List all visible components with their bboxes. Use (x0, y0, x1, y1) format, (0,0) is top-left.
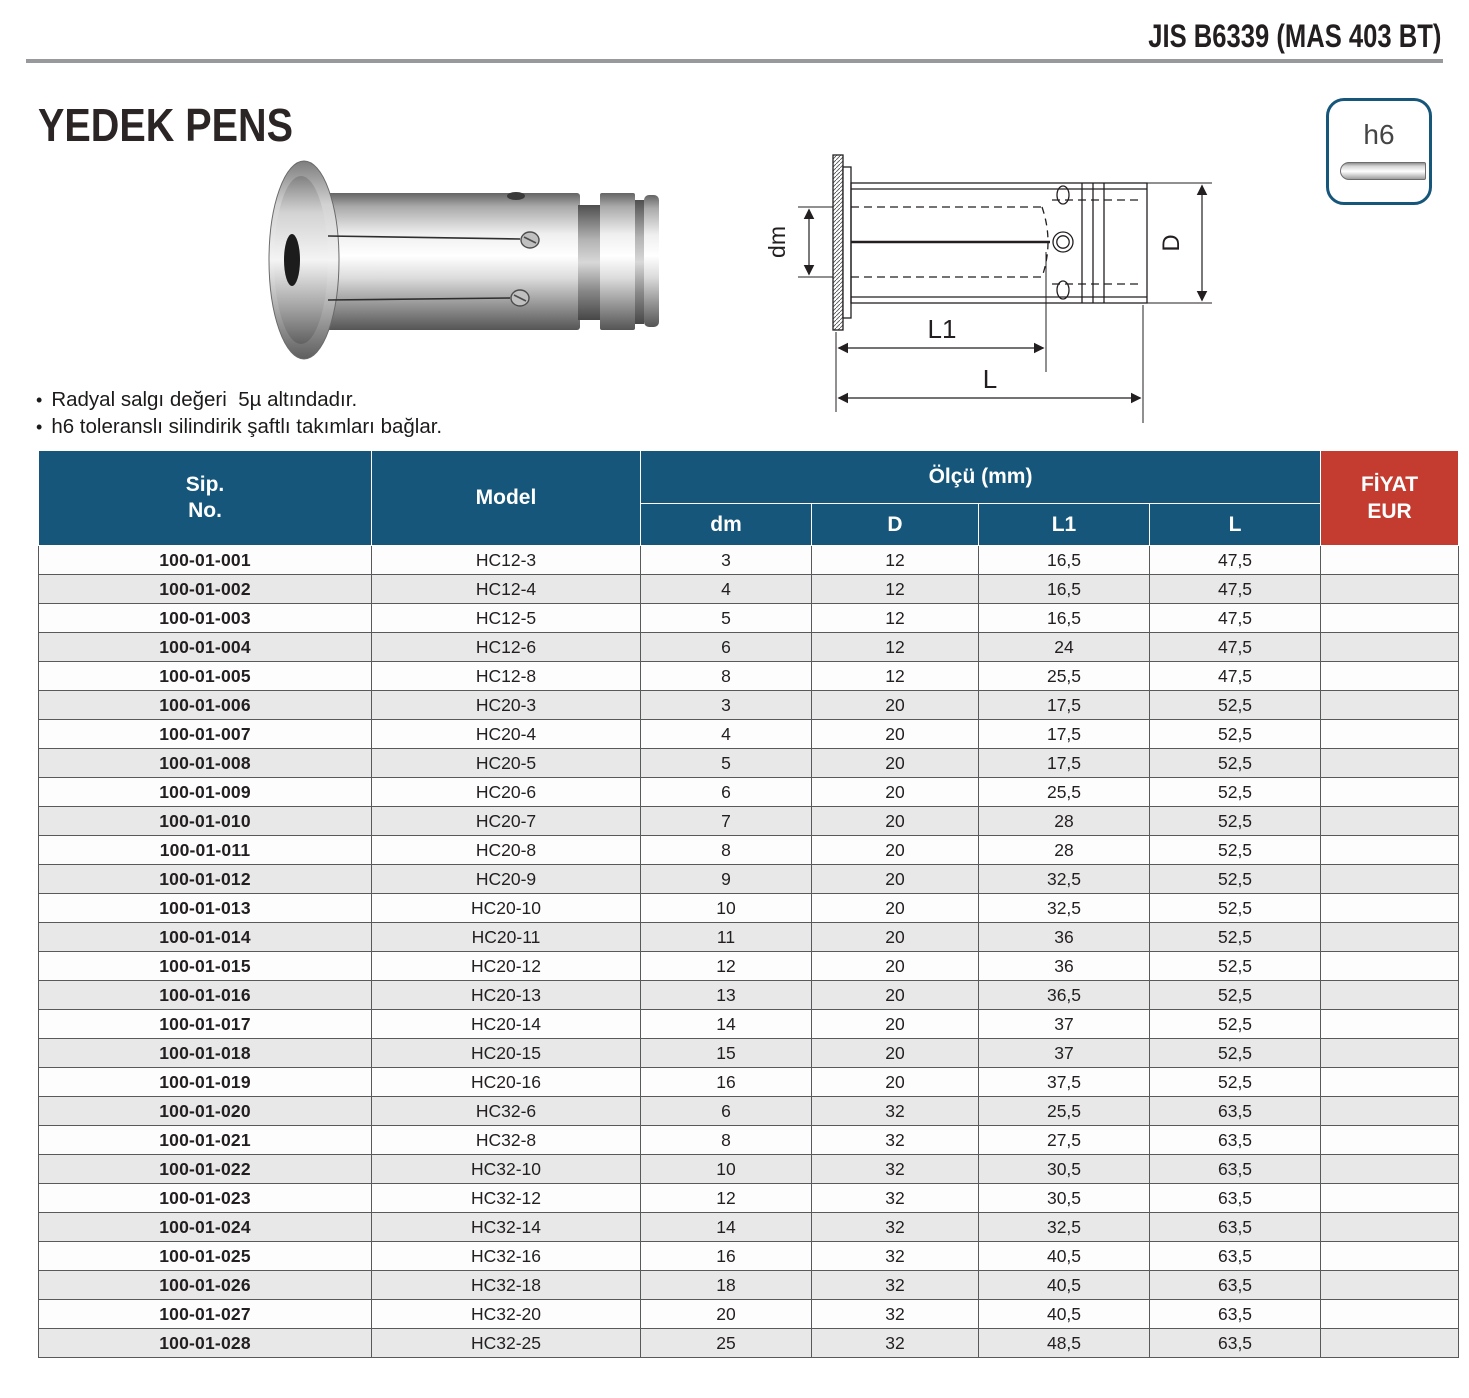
cell-l: 52,5 (1150, 1068, 1321, 1097)
cell-price (1321, 865, 1459, 894)
cell-dm: 18 (641, 1271, 812, 1300)
cell-dm: 5 (641, 749, 812, 778)
cell-l: 52,5 (1150, 778, 1321, 807)
cell-sip-no: 100-01-019 (39, 1068, 372, 1097)
cell-dm: 11 (641, 923, 812, 952)
cell-l1: 40,5 (979, 1242, 1150, 1271)
cell-model: HC20-13 (372, 981, 641, 1010)
cell-model: HC32-14 (372, 1213, 641, 1242)
cell-model: HC20-9 (372, 865, 641, 894)
cell-sip-no: 100-01-022 (39, 1155, 372, 1184)
cell-l1: 36 (979, 923, 1150, 952)
cell-model: HC32-10 (372, 1155, 641, 1184)
cell-l: 52,5 (1150, 691, 1321, 720)
dim-label-D: D (1158, 234, 1185, 252)
cell-sip-no: 100-01-009 (39, 778, 372, 807)
cell-price (1321, 1300, 1459, 1329)
cell-sip-no: 100-01-025 (39, 1242, 372, 1271)
table-row (39, 1213, 1459, 1242)
cell-l: 52,5 (1150, 836, 1321, 865)
cell-d: 32 (812, 1184, 979, 1213)
dim-label-L1: L1 (927, 314, 957, 344)
cell-d: 32 (812, 1300, 979, 1329)
cell-sip-no: 100-01-006 (39, 691, 372, 720)
cell-price (1321, 778, 1459, 807)
table-row (39, 1010, 1459, 1039)
cell-sip-no: 100-01-002 (39, 575, 372, 604)
cell-sip-no: 100-01-013 (39, 894, 372, 923)
col-header-l1: L1 (979, 504, 1150, 546)
cell-dm: 12 (641, 952, 812, 981)
table-row (39, 807, 1459, 836)
cell-price (1321, 807, 1459, 836)
cell-model: HC12-8 (372, 662, 641, 691)
cell-model: HC32-16 (372, 1242, 641, 1271)
cell-model: HC20-7 (372, 807, 641, 836)
cell-l: 63,5 (1150, 1213, 1321, 1242)
cell-model: HC32-12 (372, 1184, 641, 1213)
col-header-l: L (1150, 504, 1321, 546)
cell-price (1321, 1213, 1459, 1242)
cell-sip-no: 100-01-023 (39, 1184, 372, 1213)
cell-l1: 32,5 (979, 865, 1150, 894)
cell-d: 20 (812, 923, 979, 952)
table-header (39, 451, 1459, 546)
cell-l1: 27,5 (979, 1126, 1150, 1155)
cell-dm: 14 (641, 1213, 812, 1242)
table-row (39, 604, 1459, 633)
cell-price (1321, 1271, 1459, 1300)
table-row (39, 923, 1459, 952)
cell-dm: 10 (641, 1155, 812, 1184)
table-row (39, 546, 1459, 575)
cell-l: 63,5 (1150, 1126, 1321, 1155)
col-header-dm: dm (641, 504, 812, 546)
cell-d: 12 (812, 546, 979, 575)
cell-l1: 36,5 (979, 981, 1150, 1010)
cell-sip-no: 100-01-028 (39, 1329, 372, 1358)
table-row (39, 1126, 1459, 1155)
cell-l1: 25,5 (979, 662, 1150, 691)
cell-price (1321, 1010, 1459, 1039)
cell-l: 63,5 (1150, 1329, 1321, 1358)
cell-price (1321, 1039, 1459, 1068)
cell-price (1321, 575, 1459, 604)
cell-l1: 32,5 (979, 1213, 1150, 1242)
cell-d: 20 (812, 836, 979, 865)
cell-sip-no: 100-01-010 (39, 807, 372, 836)
cell-d: 32 (812, 1271, 979, 1300)
cell-model: HC20-10 (372, 894, 641, 923)
cell-model: HC32-18 (372, 1271, 641, 1300)
bullet-radial-runout (36, 386, 442, 413)
cell-model: HC20-5 (372, 749, 641, 778)
cell-dm: 3 (641, 546, 812, 575)
cell-price (1321, 662, 1459, 691)
cell-dm: 6 (641, 778, 812, 807)
cell-sip-no: 100-01-024 (39, 1213, 372, 1242)
cell-model: HC12-6 (372, 633, 641, 662)
cell-dm: 16 (641, 1242, 812, 1271)
table-row (39, 691, 1459, 720)
cell-dm: 6 (641, 633, 812, 662)
cell-l: 63,5 (1150, 1097, 1321, 1126)
cell-dm: 6 (641, 1097, 812, 1126)
cell-d: 20 (812, 1039, 979, 1068)
cell-model: HC32-8 (372, 1126, 641, 1155)
bullet-text: h6 toleranslı silindirik şaftlı takımları bağlar. (51, 415, 443, 439)
cell-sip-no: 100-01-027 (39, 1300, 372, 1329)
cell-dm: 12 (641, 1184, 812, 1213)
cell-d: 12 (812, 633, 979, 662)
cell-model: HC20-6 (372, 778, 641, 807)
table-row (39, 778, 1459, 807)
col-header-sip-no: Sip. No. (39, 451, 372, 546)
cell-l1: 28 (979, 836, 1150, 865)
cell-sip-no: 100-01-012 (39, 865, 372, 894)
cell-d: 20 (812, 865, 979, 894)
cell-price (1321, 691, 1459, 720)
cell-sip-no: 100-01-016 (39, 981, 372, 1010)
cell-sip-no: 100-01-018 (39, 1039, 372, 1068)
cell-d: 20 (812, 691, 979, 720)
cylindrical-shank-icon (1340, 162, 1426, 180)
cell-dm: 13 (641, 981, 812, 1010)
feature-notes (36, 386, 442, 440)
cell-l1: 25,5 (979, 1097, 1150, 1126)
cell-l1: 40,5 (979, 1271, 1150, 1300)
cell-price (1321, 1097, 1459, 1126)
cell-sip-no: 100-01-011 (39, 836, 372, 865)
cell-price (1321, 604, 1459, 633)
cell-sip-no: 100-01-015 (39, 952, 372, 981)
cell-dm: 15 (641, 1039, 812, 1068)
cell-l1: 48,5 (979, 1329, 1150, 1358)
cell-l: 63,5 (1150, 1184, 1321, 1213)
cell-dm: 8 (641, 836, 812, 865)
cell-sip-no: 100-01-020 (39, 1097, 372, 1126)
cell-sip-no: 100-01-017 (39, 1010, 372, 1039)
cell-dm: 25 (641, 1329, 812, 1358)
table-row (39, 1097, 1459, 1126)
cell-l: 52,5 (1150, 894, 1321, 923)
product-table (38, 450, 1459, 1358)
cell-price (1321, 546, 1459, 575)
cell-sip-no: 100-01-003 (39, 604, 372, 633)
cell-l: 63,5 (1150, 1271, 1321, 1300)
cell-model: HC32-6 (372, 1097, 641, 1126)
cell-model: HC20-11 (372, 923, 641, 952)
bullet-icon: • (36, 417, 43, 438)
table-row (39, 1039, 1459, 1068)
cell-d: 20 (812, 807, 979, 836)
cell-dm: 10 (641, 894, 812, 923)
cell-sip-no: 100-01-026 (39, 1271, 372, 1300)
cell-dm: 16 (641, 1068, 812, 1097)
cell-l: 52,5 (1150, 952, 1321, 981)
cell-d: 20 (812, 1010, 979, 1039)
cell-l: 52,5 (1150, 865, 1321, 894)
cell-l1: 37 (979, 1039, 1150, 1068)
table-row (39, 952, 1459, 981)
col-header-olcu-mm: Ölçü (mm) (641, 451, 1321, 504)
cell-sip-no: 100-01-005 (39, 662, 372, 691)
cell-price (1321, 1242, 1459, 1271)
cell-l: 52,5 (1150, 1039, 1321, 1068)
cell-l: 52,5 (1150, 749, 1321, 778)
cell-sip-no: 100-01-004 (39, 633, 372, 662)
cell-l1: 25,5 (979, 778, 1150, 807)
cell-dm: 4 (641, 720, 812, 749)
cell-l1: 36 (979, 952, 1150, 981)
cell-d: 32 (812, 1242, 979, 1271)
cell-l1: 24 (979, 633, 1150, 662)
cell-l: 63,5 (1150, 1242, 1321, 1271)
cell-model: HC12-5 (372, 604, 641, 633)
table-row (39, 1329, 1459, 1358)
cell-l1: 17,5 (979, 749, 1150, 778)
cell-dm: 4 (641, 575, 812, 604)
cell-price (1321, 720, 1459, 749)
standard-heading: JIS B6339 (MAS 403 BT) (1147, 18, 1441, 54)
cell-dm: 20 (641, 1300, 812, 1329)
cell-model: HC20-15 (372, 1039, 641, 1068)
table-row (39, 1242, 1459, 1271)
cell-l1: 16,5 (979, 546, 1150, 575)
cell-price (1321, 981, 1459, 1010)
cell-l1: 17,5 (979, 691, 1150, 720)
cell-d: 20 (812, 894, 979, 923)
cell-model: HC20-16 (372, 1068, 641, 1097)
table-row (39, 575, 1459, 604)
dim-label-L: L (982, 364, 998, 394)
cell-sip-no: 100-01-001 (39, 546, 372, 575)
cell-price (1321, 1068, 1459, 1097)
table-row (39, 1068, 1459, 1097)
cell-d: 32 (812, 1213, 979, 1242)
cell-l: 47,5 (1150, 604, 1321, 633)
table-row (39, 633, 1459, 662)
cell-d: 20 (812, 720, 979, 749)
cell-sip-no: 100-01-008 (39, 749, 372, 778)
cell-d: 20 (812, 749, 979, 778)
col-header-d: D (812, 504, 979, 546)
cell-dm: 7 (641, 807, 812, 836)
bullet-text: Radyal salgı değeri 5µ altındadır. (51, 388, 358, 411)
cell-d: 32 (812, 1329, 979, 1358)
table-row (39, 1300, 1459, 1329)
cell-d: 32 (812, 1126, 979, 1155)
table-row (39, 1271, 1459, 1300)
cell-l1: 16,5 (979, 575, 1150, 604)
cell-l1: 37 (979, 1010, 1150, 1039)
cell-dm: 8 (641, 662, 812, 691)
cell-dm: 9 (641, 865, 812, 894)
cell-l1: 30,5 (979, 1155, 1150, 1184)
cell-model: HC20-3 (372, 691, 641, 720)
cell-l: 63,5 (1150, 1300, 1321, 1329)
table-row (39, 1155, 1459, 1184)
cell-model: HC20-14 (372, 1010, 641, 1039)
cell-l: 47,5 (1150, 575, 1321, 604)
cell-d: 12 (812, 604, 979, 633)
cell-l: 52,5 (1150, 981, 1321, 1010)
cell-l: 47,5 (1150, 546, 1321, 575)
cell-l1: 17,5 (979, 720, 1150, 749)
col-header-fiyat-eur: FİYAT EUR (1321, 451, 1459, 546)
cell-l1: 28 (979, 807, 1150, 836)
cell-l1: 37,5 (979, 1068, 1150, 1097)
table-row (39, 749, 1459, 778)
cell-sip-no: 100-01-007 (39, 720, 372, 749)
cell-price (1321, 923, 1459, 952)
cell-d: 12 (812, 662, 979, 691)
cell-price (1321, 952, 1459, 981)
cell-d: 32 (812, 1155, 979, 1184)
cell-model: HC20-8 (372, 836, 641, 865)
cell-l1: 30,5 (979, 1184, 1150, 1213)
product-photo (248, 148, 660, 392)
cell-dm: 14 (641, 1010, 812, 1039)
cell-d: 20 (812, 1068, 979, 1097)
cell-d: 20 (812, 778, 979, 807)
cell-model: HC32-25 (372, 1329, 641, 1358)
col-header-model: Model (372, 451, 641, 546)
cell-dm: 8 (641, 1126, 812, 1155)
table-row (39, 865, 1459, 894)
cell-l: 52,5 (1150, 923, 1321, 952)
cell-price (1321, 633, 1459, 662)
cell-price (1321, 1329, 1459, 1358)
cell-price (1321, 836, 1459, 865)
cell-d: 20 (812, 952, 979, 981)
header-divider (26, 59, 1443, 63)
cell-dm: 5 (641, 604, 812, 633)
cell-model: HC12-4 (372, 575, 641, 604)
dim-label-dm: dm (764, 226, 790, 258)
cell-l: 63,5 (1150, 1155, 1321, 1184)
cell-model: HC12-3 (372, 546, 641, 575)
table-row (39, 1184, 1459, 1213)
cell-l1: 16,5 (979, 604, 1150, 633)
cell-price (1321, 1184, 1459, 1213)
bullet-h6-tolerance (36, 413, 442, 440)
cell-model: HC32-20 (372, 1300, 641, 1329)
cell-price (1321, 894, 1459, 923)
table-row (39, 894, 1459, 923)
table-body (39, 546, 1459, 1358)
cell-model: HC20-4 (372, 720, 641, 749)
cell-d: 12 (812, 575, 979, 604)
h6-badge-label: h6 (1363, 119, 1395, 150)
cell-dm: 3 (641, 691, 812, 720)
cell-l: 47,5 (1150, 662, 1321, 691)
technical-drawing (752, 140, 1267, 440)
table-row (39, 720, 1459, 749)
cell-l: 52,5 (1150, 1010, 1321, 1039)
cell-l: 47,5 (1150, 633, 1321, 662)
cell-price (1321, 1155, 1459, 1184)
cell-d: 20 (812, 981, 979, 1010)
cell-model: HC20-12 (372, 952, 641, 981)
cell-price (1321, 749, 1459, 778)
bullet-icon: • (36, 390, 43, 410)
cell-l1: 40,5 (979, 1300, 1150, 1329)
cell-sip-no: 100-01-021 (39, 1126, 372, 1155)
table-row (39, 981, 1459, 1010)
cell-price (1321, 1126, 1459, 1155)
cell-sip-no: 100-01-014 (39, 923, 372, 952)
cell-l1: 32,5 (979, 894, 1150, 923)
page-title: YEDEK PENS (38, 99, 294, 151)
table-row (39, 836, 1459, 865)
cell-l: 52,5 (1150, 807, 1321, 836)
table-row (39, 662, 1459, 691)
h6-tolerance-badge (1326, 98, 1432, 205)
cell-l: 52,5 (1150, 720, 1321, 749)
cell-d: 32 (812, 1097, 979, 1126)
